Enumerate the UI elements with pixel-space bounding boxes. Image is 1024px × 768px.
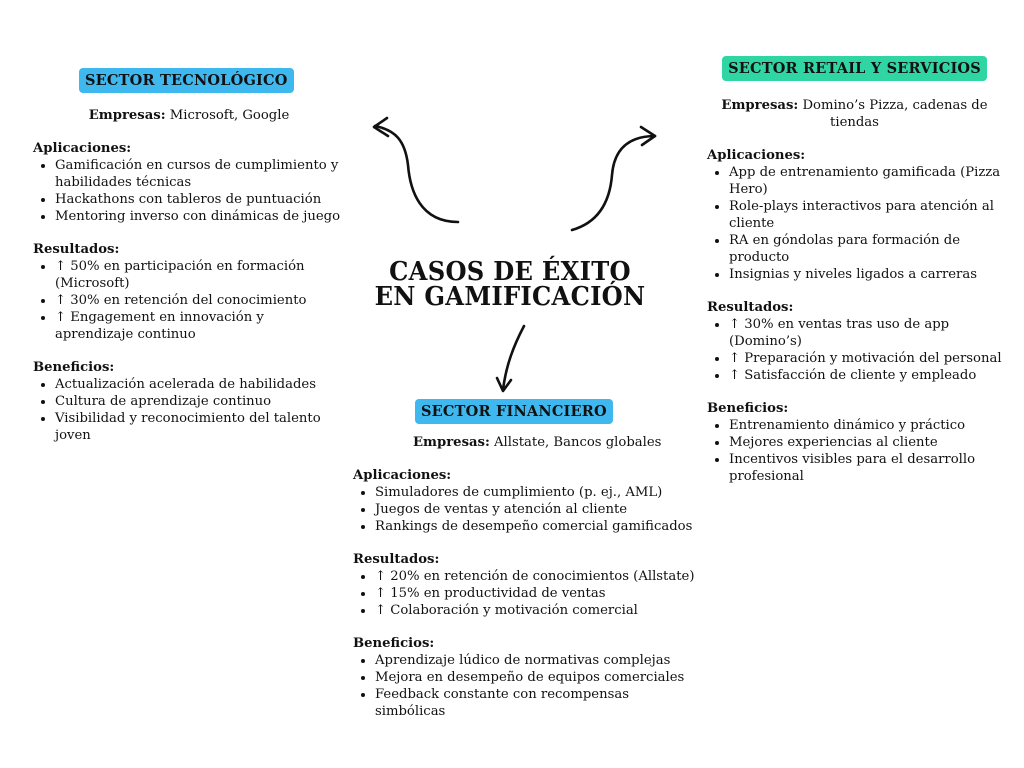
retail-results-heading: Resultados: <box>707 300 794 315</box>
financial-apps-list <box>353 484 698 535</box>
financial-results-list <box>353 568 698 619</box>
list-item: • ↑ 30% en retención del conocimiento <box>55 292 345 309</box>
retail-sector-badge: SECTOR RETAIL Y SERVICIOS <box>722 56 987 81</box>
financial-benefits-heading: Beneficios: <box>353 636 435 651</box>
list-item: • ↑ 20% en retención de conocimientos (Allstate) <box>375 568 698 585</box>
financial-companies-value: Allstate, Bancos globales <box>489 435 662 450</box>
list-item: • ↑ Satisfacción de cliente y empleado <box>729 367 1002 384</box>
list-item: • Mejora en desempeño de equipos comerciales <box>375 669 698 686</box>
financial-results-heading: Resultados: <box>353 552 440 567</box>
list-item: • Hackathons con tableros de puntuación <box>55 191 345 208</box>
list-item: • Insignias y niveles ligados a carreras <box>729 266 1002 283</box>
financial-sector-card <box>353 399 698 720</box>
list-item: • Role-plays interactivos para atención al cliente <box>729 198 1002 232</box>
list-item: • ↑ 50% en participación en formación (Microsoft) <box>55 258 345 292</box>
tech-apps-heading: Aplicaciones: <box>33 141 132 156</box>
list-item: • ↑ Preparación y motivación del personal <box>729 350 1002 367</box>
tech-results-heading: Resultados: <box>33 242 120 257</box>
retail-results-list <box>707 316 1002 384</box>
tech-companies-value: Microsoft, Google <box>165 108 290 123</box>
arrow-to-financial <box>503 326 524 390</box>
tech-benefits-list <box>33 376 345 444</box>
financial-companies <box>353 434 698 451</box>
list-item: • App de entrenamiento gamificada (Pizza Hero) <box>729 164 1002 198</box>
list-item: • ↑ 30% en ventas tras uso de app (Domino’s) <box>729 316 1002 350</box>
tech-benefits-heading: Beneficios: <box>33 360 115 375</box>
retail-companies <box>707 97 1002 131</box>
tech-companies <box>33 107 345 124</box>
list-item: • Simuladores de cumplimiento (p. ej., AML) <box>375 484 698 501</box>
tech-companies-label: Empresas: <box>88 108 166 123</box>
list-item: • Cultura de aprendizaje continuo <box>55 393 345 410</box>
financial-sector-badge: SECTOR FINANCIERO <box>415 399 613 424</box>
list-item: • ↑ 15% en productividad de ventas <box>375 585 698 602</box>
retail-companies-label: Empresas: <box>721 98 799 113</box>
list-item: • Incentivos visibles para el desarrollo profesional <box>729 451 1002 485</box>
list-item: • Entrenamiento dinámico y práctico <box>729 417 1002 434</box>
arrow-to-retail <box>572 136 655 230</box>
title-line-1: CASOS DE ÉXITO <box>389 257 631 287</box>
tech-results-list <box>33 258 345 343</box>
list-item: • Visibilidad y reconocimiento del talento joven <box>55 410 345 444</box>
list-item: • Gamificación en cursos de cumplimiento y habilidades técnicas <box>55 157 345 191</box>
retail-apps-list <box>707 164 1002 283</box>
financial-apps-heading: Aplicaciones: <box>353 468 452 483</box>
retail-sector-card <box>707 56 1002 485</box>
tech-apps-list <box>33 157 345 225</box>
list-item: • Mejores experiencias al cliente <box>729 434 1002 451</box>
list-item: • RA en góndolas para formación de producto <box>729 232 1002 266</box>
list-item: • Feedback constante con recompensas simbólicas <box>375 686 698 720</box>
diagram-title <box>371 257 650 312</box>
tech-sector-badge: SECTOR TECNOLÓGICO <box>79 68 294 93</box>
list-item: • ↑ Engagement en innovación y aprendizaje continuo <box>55 309 345 343</box>
retail-benefits-heading: Beneficios: <box>707 401 789 416</box>
retail-companies-value: Domino’s Pizza, cadenas de tiendas <box>798 98 988 130</box>
financial-benefits-list <box>353 652 698 720</box>
arrow-to-tech <box>375 126 458 222</box>
retail-benefits-list <box>707 417 1002 485</box>
list-item: • Aprendizaje lúdico de normativas complejas <box>375 652 698 669</box>
tech-sector-card <box>33 68 345 444</box>
list-item: • Mentoring inverso con dinámicas de juego <box>55 208 345 225</box>
title-line-2: EN GAMIFICACIÓN <box>374 282 646 312</box>
retail-apps-heading: Aplicaciones: <box>707 148 806 163</box>
financial-companies-label: Empresas: <box>413 435 490 450</box>
list-item: • Actualización acelerada de habilidades <box>55 376 345 393</box>
list-item: • Rankings de desempeño comercial gamificados <box>375 518 698 535</box>
list-item: • ↑ Colaboración y motivación comercial <box>375 602 698 619</box>
list-item: • Juegos de ventas y atención al cliente <box>375 501 698 518</box>
